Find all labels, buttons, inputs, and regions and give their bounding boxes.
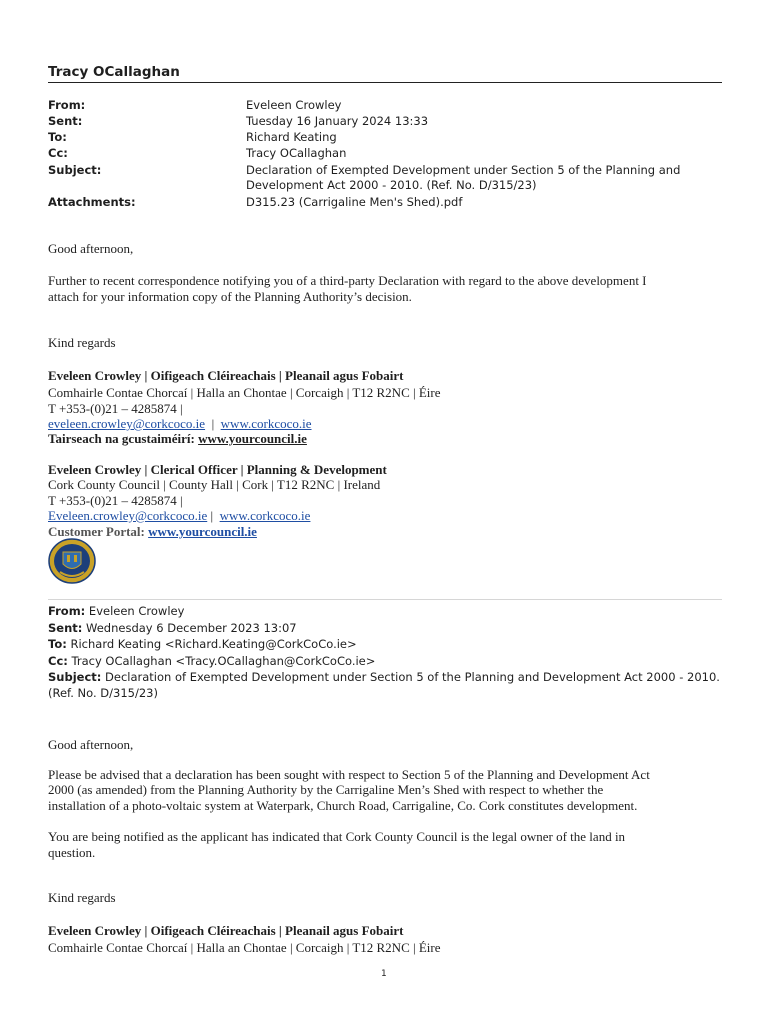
signature-contacts-irish: [48, 416, 312, 432]
attachment-file[interactable]: D315.23 (Carrigaline Men's Shed).pdf: [246, 195, 463, 209]
separator: |: [205, 416, 221, 431]
signature-name-irish: Eveleen Crowley | Oifigeach Cléireachais | Pleanail agus Fobairt: [48, 368, 404, 383]
from-value: Eveleen Crowley: [246, 98, 342, 112]
subject-label: Subject:: [48, 163, 102, 177]
council-crest-icon: [48, 538, 96, 584]
greeting: Good afternoon,: [48, 737, 134, 752]
greeting: Good afternoon,: [48, 241, 134, 256]
signature-phone-english: T +353-(0)21 – 4285874 |: [48, 493, 183, 508]
body-line: 2000 (as amended) from the Planning Authority by the Carrigaline Men’s Shed with respect to whether the: [48, 782, 604, 797]
quoted-sent: Sent: Wednesday 6 December 2023 13:07: [48, 621, 297, 635]
quoted-cc: Cc: Tracy OCallaghan <Tracy.OCallaghan@CorkCoCo.ie>: [48, 654, 376, 668]
signature-address-english: Cork County Council | County Hall | Cork | T12 R2NC | Ireland: [48, 477, 381, 492]
signature-address-irish: Comhairle Contae Chorcaí | Halla an Chontae | Corcaigh | T12 R2NC | Éire: [48, 940, 441, 955]
signature-phone-irish: T +353-(0)21 – 4285874 |: [48, 401, 183, 416]
closing: Kind regards: [48, 890, 116, 905]
body-line: attach for your information copy of the Planning Authority’s decision.: [48, 289, 412, 304]
sent-label: Sent:: [48, 114, 83, 128]
signature-portal-irish: [48, 431, 307, 447]
body-line: Further to recent correspondence notifying you of a third-party Declaration with regard to the above development I: [48, 273, 647, 288]
attachments-label: Attachments:: [48, 195, 136, 209]
signature-address-irish: Comhairle Contae Chorcaí | Halla an Chontae | Corcaigh | T12 R2NC | Éire: [48, 385, 441, 400]
to-value: Richard Keating: [246, 130, 337, 144]
portal-label: Customer Portal:: [48, 524, 149, 539]
quoted-subject: Subject: Declaration of Exempted Development under Section 5 of the Planning and Development Act 2000 - 2010.: [48, 670, 720, 684]
email-link[interactable]: Eveleen.crowley@corkcoco.ie: [48, 508, 208, 523]
website-link[interactable]: www.corkcoco.ie: [220, 416, 312, 431]
signature-name-english: Eveleen Crowley | Clerical Officer | Planning & Development: [48, 462, 387, 477]
page-title: Tracy OCallaghan: [48, 64, 180, 80]
body-line: You are being notified as the applicant has indicated that Cork County Council is the legal owner of the land in: [48, 829, 626, 844]
title-rule: [48, 82, 722, 83]
closing: Kind regards: [48, 335, 116, 350]
cc-value: Tracy OCallaghan: [246, 146, 347, 160]
separator: |: [207, 508, 220, 523]
quoted-subject-line2: (Ref. No. D/315/23): [48, 686, 158, 700]
sent-value: Tuesday 16 January 2024 13:33: [246, 114, 429, 128]
signature-name-irish: Eveleen Crowley | Oifigeach Cléireachais | Pleanail agus Fobairt: [48, 923, 404, 938]
body-line: question.: [48, 845, 96, 860]
email-link[interactable]: eveleen.crowley@corkcoco.ie: [48, 416, 206, 431]
signature-contacts-english: [48, 508, 310, 524]
portal-label: Tairseach na gcustaiméirí:: [48, 431, 199, 446]
body-line: Please be advised that a declaration has been sought with respect to Section 5 of the Planning and Development Act: [48, 767, 650, 782]
subject-value-line2: Development Act 2000 - 2010. (Ref. No. D/315/23): [246, 178, 537, 192]
quoted-from: From: Eveleen Crowley: [48, 604, 185, 618]
subject-value-line1: Declaration of Exempted Development under Section 5 of the Planning and: [246, 163, 681, 177]
portal-link[interactable]: www.yourcouncil.ie: [148, 524, 257, 539]
to-label: To:: [48, 130, 67, 144]
page-number: 1: [381, 969, 387, 979]
from-label: From:: [48, 98, 86, 112]
cc-label: Cc:: [48, 146, 68, 160]
portal-link[interactable]: www.yourcouncil.ie: [198, 431, 307, 446]
divider: [48, 599, 722, 600]
body-line: installation of a photo-voltaic system at Waterpark, Church Road, Carrigaline, Co. Cork constitutes development.: [48, 798, 638, 813]
website-link[interactable]: www.corkcoco.ie: [219, 508, 311, 523]
quoted-to: To: Richard Keating <Richard.Keating@CorkCoCo.ie>: [48, 637, 357, 651]
